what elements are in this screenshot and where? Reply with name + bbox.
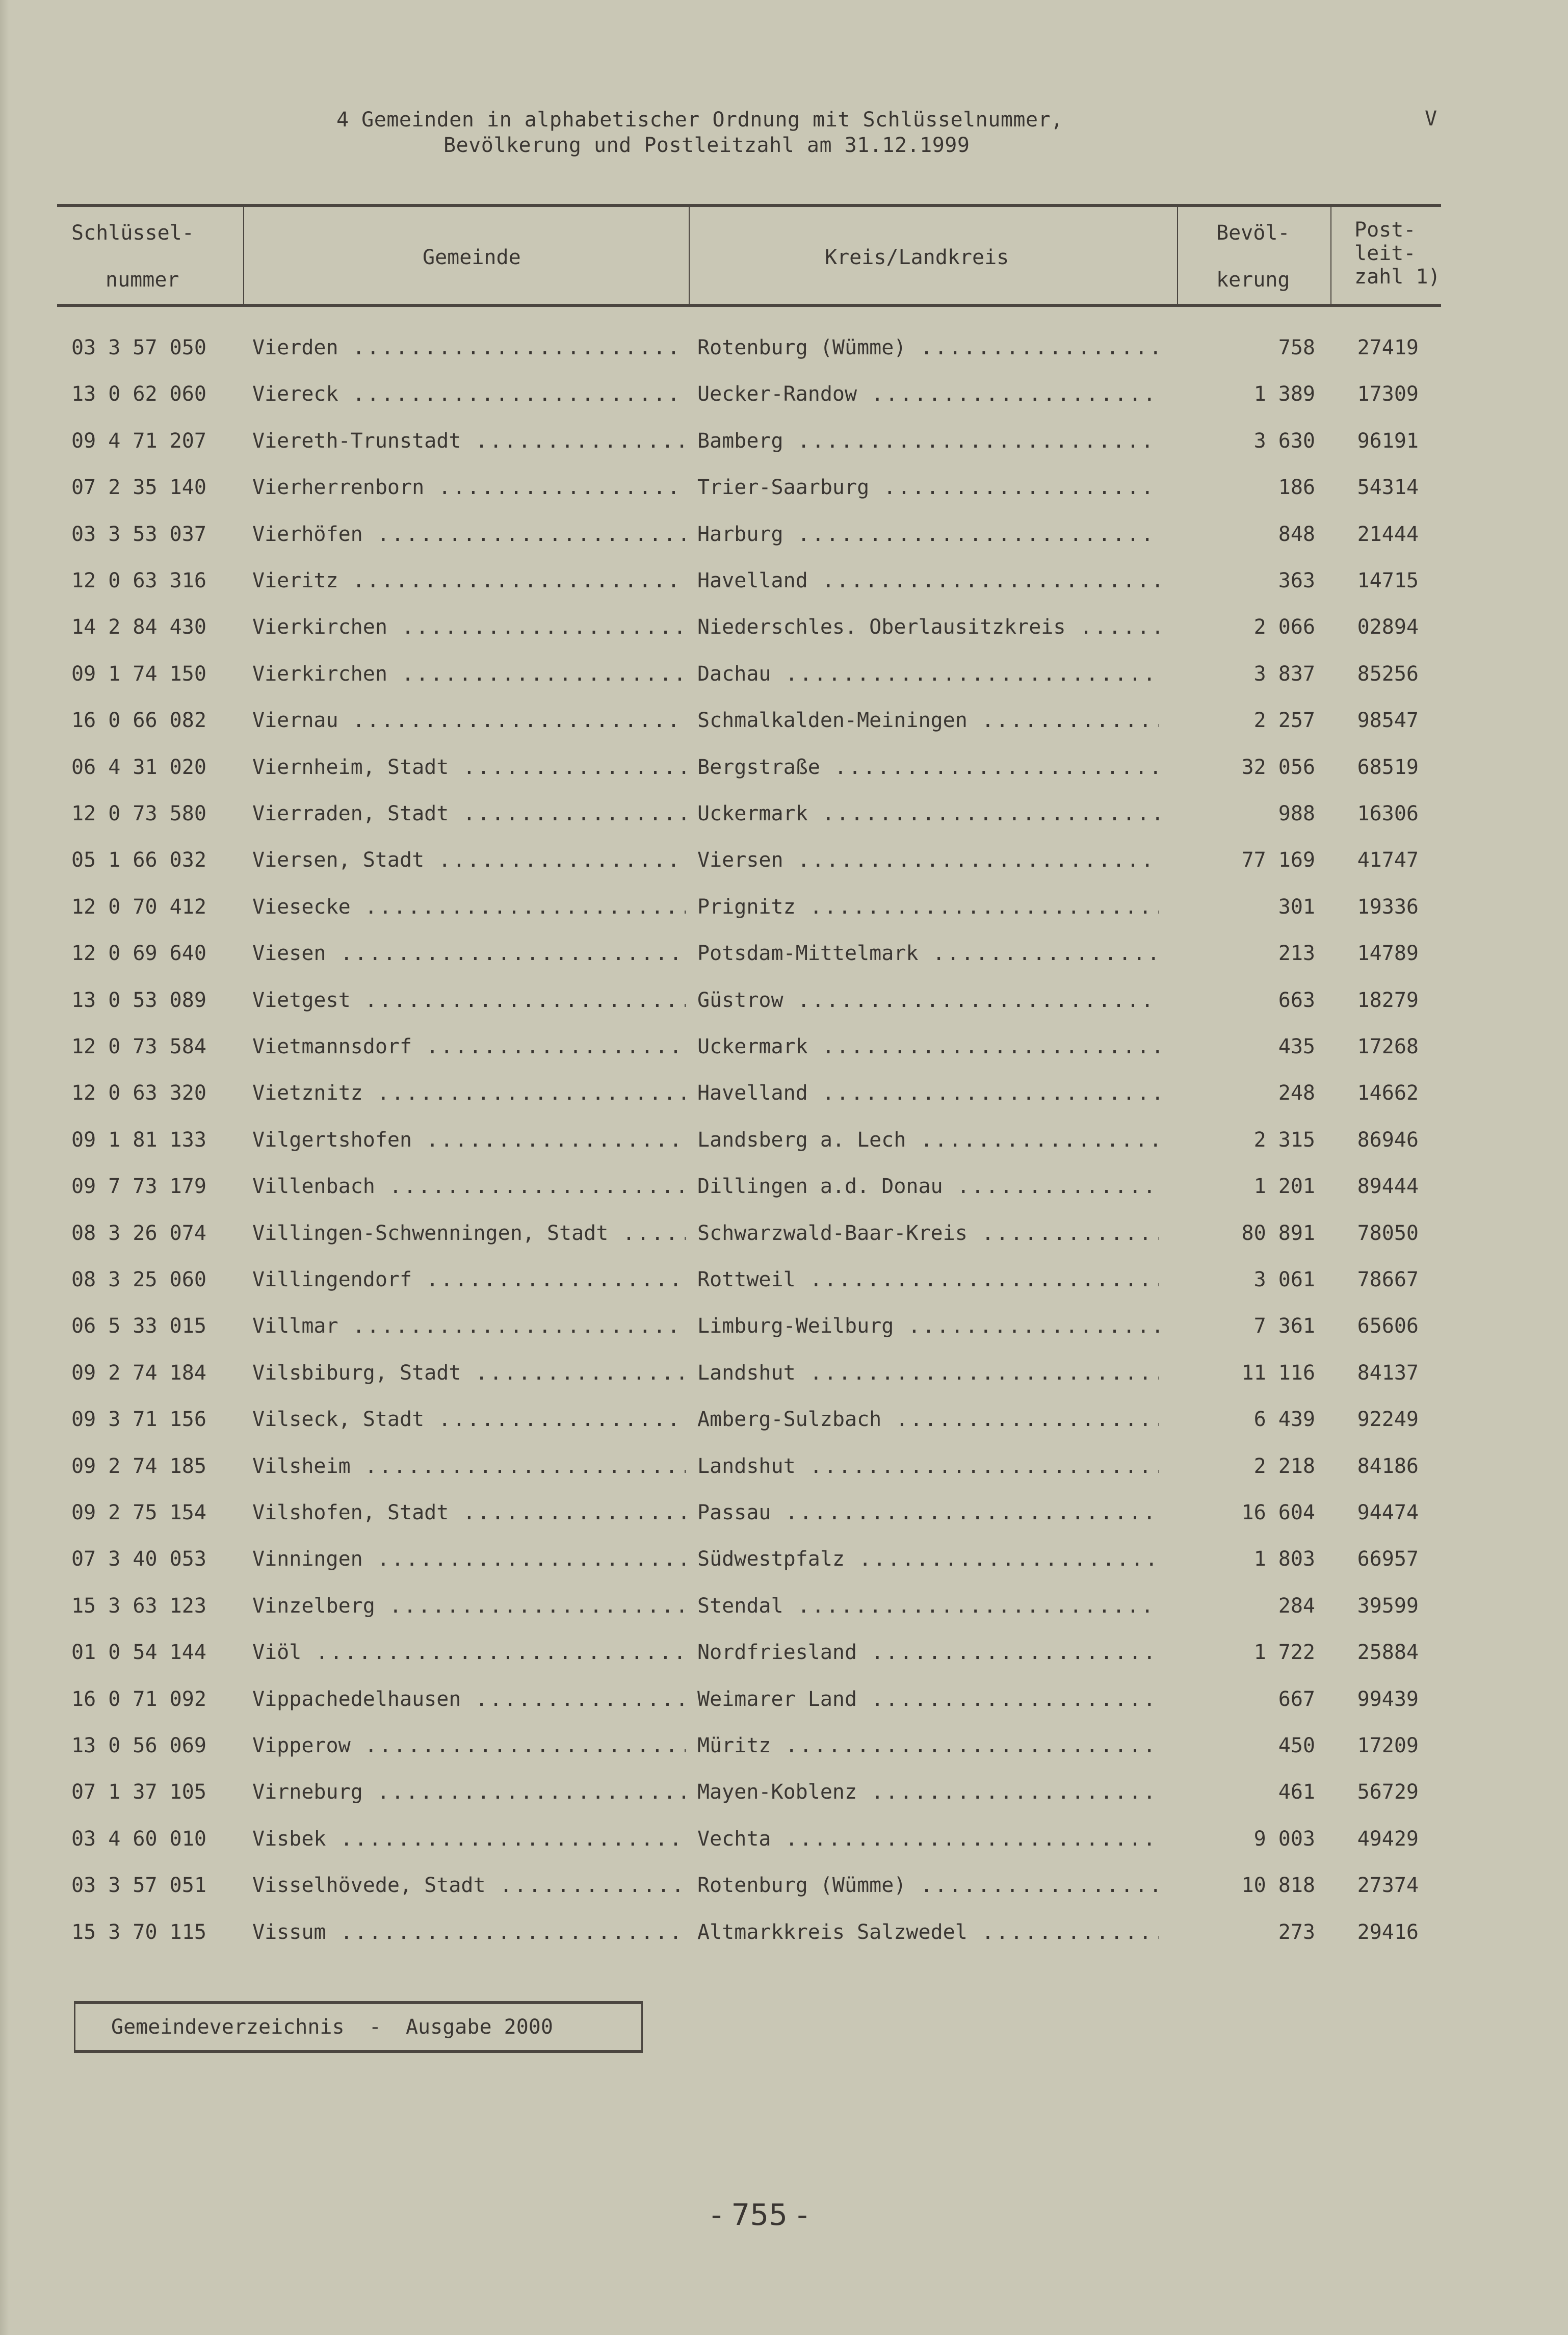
schluesselnummer-cell: 07 1 37 105 [71,1780,206,1804]
kreis-cell: Mayen-Koblenz ..... [697,1777,1159,1807]
schluesselnummer-cell: 13 0 62 060 [71,382,206,406]
schluesselnummer-cell: 12 0 63 316 [71,569,206,592]
schluesselnummer-cell: 14 2 84 430 [71,615,206,639]
table-row [71,379,1448,425]
kreis-cell: Bergstraße ..... [697,752,1159,783]
title-line-1: 4 Gemeinden in alphabetischer Ordnung mit Schlüsselnummer, [336,108,1063,132]
schluesselnummer-cell: 06 4 31 020 [71,755,206,779]
bevoelkerung-cell: 2 257 [1253,709,1315,733]
postleitzahl-cell: 99439 [1357,1687,1419,1711]
table-row [71,798,1448,845]
page-number: - 755 - [711,2197,808,2232]
kreis-cell: Vechta ..... [697,1824,1159,1854]
schluesselnummer-cell: 16 0 71 092 [71,1687,206,1711]
schluesselnummer-cell: 08 3 26 074 [71,1221,206,1245]
schluesselnummer-cell: 12 0 69 640 [71,942,206,966]
table-row [71,1358,1448,1404]
kreis-cell: Potsdam-Mittelmark ..... [697,938,1159,969]
kreis-cell: Uckermark ..... [697,798,1159,829]
bevoelkerung-cell: 1 389 [1253,382,1315,406]
bevoelkerung-cell: 461 [1278,1780,1315,1804]
postleitzahl-cell: 25884 [1357,1641,1419,1665]
kreis-cell: Passau ..... [697,1497,1159,1528]
gemeinde-cell: Visselhövede, Stadt ..... [252,1870,686,1901]
kreis-cell: Uckermark ..... [697,1031,1159,1062]
table-row [71,1684,1448,1730]
kreis-cell: Harburg ..... [697,519,1159,550]
kreis-cell: Stendal ..... [697,1591,1159,1621]
table-row [71,1917,1448,1963]
kreis-cell: Weimarer Land ..... [697,1684,1159,1715]
kreis-cell: Niederschles. Oberlausitzkreis ..... [697,612,1159,642]
gemeinde-cell: Viöl ..... [252,1637,686,1668]
schluesselnummer-cell: 01 0 54 144 [71,1641,206,1665]
gemeinde-cell: Viersen, Stadt ..... [252,845,686,875]
bevoelkerung-cell: 16 604 [1241,1501,1315,1524]
postleitzahl-cell: 84186 [1357,1454,1419,1478]
schluesselnummer-cell: 09 2 74 185 [71,1454,206,1478]
schluesselnummer-cell: 07 3 40 053 [71,1547,206,1571]
table-row [71,845,1448,891]
gemeinde-cell: Vieritz ..... [252,565,686,596]
bevoelkerung-cell: 3 061 [1253,1268,1315,1291]
section-mark: V [1425,107,1438,131]
bevoelkerung-cell: 186 [1278,476,1315,500]
table-row [71,1591,1448,1637]
gemeinde-cell: Vilgertshofen ..... [252,1125,686,1155]
gemeinde-cell: Vierherrenborn ..... [252,472,686,503]
gemeinde-cell: Vinningen ..... [252,1544,686,1574]
column-header-gemeinde: Gemeinde [244,207,690,304]
schluesselnummer-cell: 12 0 73 580 [71,802,206,825]
publication-box [74,2001,643,2053]
bevoelkerung-cell: 32 056 [1241,755,1315,779]
kreis-cell: Landshut ..... [697,1358,1159,1388]
gemeinde-cell: Vierkirchen ..... [252,659,686,689]
kreis-cell: Altmarkkreis Salzwedel ..... [697,1917,1159,1948]
postleitzahl-cell: 49429 [1357,1827,1419,1851]
table-row [71,1637,1448,1683]
gemeinde-cell: Viereth-Trunstadt ..... [252,426,686,456]
schluesselnummer-cell: 09 3 71 156 [71,1408,206,1432]
kreis-cell: Müritz ..... [697,1730,1159,1761]
schluesselnummer-cell: 12 0 73 584 [71,1035,206,1058]
table-row [71,332,1448,379]
bevoelkerung-cell: 2 315 [1253,1128,1315,1152]
table-row [71,1870,1448,1916]
postleitzahl-cell: 56729 [1357,1780,1419,1804]
postleitzahl-cell: 85256 [1357,662,1419,686]
bevoelkerung-cell: 1 722 [1253,1641,1315,1665]
postleitzahl-cell: 78667 [1357,1268,1419,1291]
kreis-cell: Dillingen a.d. Donau ..... [697,1171,1159,1202]
table-row [71,1730,1448,1777]
postleitzahl-cell: 18279 [1357,988,1419,1012]
schluesselnummer-cell: 03 3 57 050 [71,336,206,359]
gemeinde-cell: Vierden ..... [252,332,686,363]
table-row [71,1777,1448,1823]
schluesselnummer-cell: 06 5 33 015 [71,1314,206,1338]
postleitzahl-cell: 27419 [1357,336,1419,359]
kreis-cell: Güstrow ..... [697,985,1159,1016]
table-row [71,1218,1448,1264]
gemeinde-cell: Villingendorf ..... [252,1264,686,1295]
schluesselnummer-cell: 12 0 63 320 [71,1081,206,1105]
postleitzahl-cell: 27374 [1357,1874,1419,1898]
kreis-cell: Schwarzwald-Baar-Kreis ..... [697,1218,1159,1249]
bevoelkerung-cell: 10 818 [1241,1874,1315,1898]
postleitzahl-cell: 19336 [1357,895,1419,919]
gemeinde-cell: Viernau ..... [252,705,686,736]
postleitzahl-cell: 96191 [1357,429,1419,453]
table-row [71,705,1448,751]
gemeinde-cell: Vietmannsdorf ..... [252,1031,686,1062]
kreis-cell: Landshut ..... [697,1451,1159,1482]
postleitzahl-cell: 29416 [1357,1920,1419,1944]
postleitzahl-cell: 66957 [1357,1547,1419,1571]
table-row [71,472,1448,518]
schluesselnummer-cell: 09 1 81 133 [71,1128,206,1152]
table-row [71,985,1448,1031]
bevoelkerung-cell: 80 891 [1241,1221,1315,1245]
postleitzahl-cell: 98547 [1357,709,1419,733]
bevoelkerung-cell: 663 [1278,988,1315,1012]
schluesselnummer-cell: 09 4 71 207 [71,429,206,453]
kreis-cell: Limburg-Weilburg ..... [697,1311,1159,1341]
gemeinde-cell: Vietgest ..... [252,985,686,1016]
gemeinde-cell: Villmar ..... [252,1311,686,1341]
bevoelkerung-cell: 3 837 [1253,662,1315,686]
bevoelkerung-cell: 988 [1278,802,1315,825]
bevoelkerung-cell: 2 066 [1253,615,1315,639]
table-header [57,204,1441,307]
schluesselnummer-cell: 15 3 70 115 [71,1920,206,1944]
gemeinde-cell: Vinzelberg ..... [252,1591,686,1621]
kreis-cell: Rotenburg (Wümme) ..... [697,332,1159,363]
bevoelkerung-cell: 435 [1278,1035,1315,1058]
gemeinde-cell: Vippachedelhausen ..... [252,1684,686,1715]
bevoelkerung-cell: 758 [1278,336,1315,359]
paper-edge [0,0,9,2335]
postleitzahl-cell: 17309 [1357,382,1419,406]
kreis-cell: Trier-Saarburg ..... [697,472,1159,503]
schluesselnummer-cell: 08 3 25 060 [71,1268,206,1291]
bevoelkerung-cell: 6 439 [1253,1408,1315,1432]
bevoelkerung-cell: 1 803 [1253,1547,1315,1571]
kreis-cell: Rotenburg (Wümme) ..... [697,1870,1159,1901]
table-row [71,1125,1448,1171]
gemeinde-cell: Vierraden, Stadt ..... [252,798,686,829]
postleitzahl-cell: 54314 [1357,476,1419,500]
bevoelkerung-cell: 2 218 [1253,1454,1315,1478]
gemeinde-cell: Viereck ..... [252,379,686,409]
bevoelkerung-cell: 273 [1278,1920,1315,1944]
gemeinde-cell: Viernheim, Stadt ..... [252,752,686,783]
postleitzahl-cell: 21444 [1357,522,1419,546]
table-row [71,426,1448,472]
kreis-cell: Rottweil ..... [697,1264,1159,1295]
kreis-cell: Amberg-Sulzbach ..... [697,1404,1159,1435]
schluesselnummer-cell: 03 3 57 051 [71,1874,206,1898]
schluesselnummer-cell: 15 3 63 123 [71,1594,206,1618]
postleitzahl-cell: 84137 [1357,1361,1419,1385]
table-row [71,892,1448,938]
postleitzahl-cell: 89444 [1357,1175,1419,1199]
table-row [71,1311,1448,1357]
bevoelkerung-cell: 77 169 [1241,848,1315,872]
table-row [71,1404,1448,1450]
gemeinde-cell: Vissum ..... [252,1917,686,1948]
bevoelkerung-cell: 11 116 [1241,1361,1315,1385]
kreis-cell: Uecker-Randow ..... [697,379,1159,409]
postleitzahl-cell: 65606 [1357,1314,1419,1338]
schluesselnummer-cell: 16 0 66 082 [71,709,206,733]
publication-label: Gemeindeverzeichnis - Ausgabe 2000 [111,2015,553,2039]
kreis-cell: Havelland ..... [697,1078,1159,1108]
bevoelkerung-cell: 667 [1278,1687,1315,1711]
table-row [71,1497,1448,1544]
table-row [71,565,1448,612]
table-row [71,519,1448,565]
gemeinde-cell: Viesen ..... [252,938,686,969]
kreis-cell: Prignitz ..... [697,892,1159,922]
column-header-kreis: Kreis/Landkreis [690,207,1178,304]
gemeinde-cell: Visbek ..... [252,1824,686,1854]
postleitzahl-cell: 94474 [1357,1501,1419,1524]
table-row [71,938,1448,984]
kreis-cell: Viersen ..... [697,845,1159,875]
gemeinde-cell: Vietznitz ..... [252,1078,686,1108]
schluesselnummer-cell: 03 3 53 037 [71,522,206,546]
postleitzahl-cell: 41747 [1357,848,1419,872]
postleitzahl-cell: 92249 [1357,1408,1419,1432]
postleitzahl-cell: 14789 [1357,942,1419,966]
column-header-schluesselnummer: Schlüssel- nummer [57,207,244,304]
table-row [71,1451,1448,1497]
kreis-cell: Nordfriesland ..... [697,1637,1159,1668]
gemeinde-cell: Virneburg ..... [252,1777,686,1807]
postleitzahl-cell: 14662 [1357,1081,1419,1105]
bevoelkerung-cell: 450 [1278,1734,1315,1757]
schluesselnummer-cell: 05 1 66 032 [71,848,206,872]
postleitzahl-cell: 86946 [1357,1128,1419,1152]
bevoelkerung-cell: 213 [1278,942,1315,966]
table-row [71,659,1448,705]
postleitzahl-cell: 39599 [1357,1594,1419,1618]
table-row [71,1824,1448,1870]
postleitzahl-cell: 78050 [1357,1221,1419,1245]
gemeinde-cell: Vilshofen, Stadt ..... [252,1497,686,1528]
column-header-bevoelkerung: Bevöl- kerung [1178,207,1331,304]
gemeinde-cell: Vilsheim ..... [252,1451,686,1482]
kreis-cell: Bamberg ..... [697,426,1159,456]
bevoelkerung-cell: 9 003 [1253,1827,1315,1851]
gemeinde-cell: Vilseck, Stadt ..... [252,1404,686,1435]
schluesselnummer-cell: 12 0 70 412 [71,895,206,919]
gemeinde-cell: Vierhöfen ..... [252,519,686,550]
bevoelkerung-cell: 7 361 [1253,1314,1315,1338]
column-header-postleitzahl: Post- leit- zahl 1) [1354,218,1441,289]
table-row [71,752,1448,798]
table-row [71,1264,1448,1311]
table-row [71,612,1448,658]
gemeinde-cell: Vierkirchen ..... [252,612,686,642]
schluesselnummer-cell: 03 4 60 010 [71,1827,206,1851]
kreis-cell: Landsberg a. Lech ..... [697,1125,1159,1155]
bevoelkerung-cell: 301 [1278,895,1315,919]
kreis-cell: Havelland ..... [697,565,1159,596]
postleitzahl-cell: 17268 [1357,1035,1419,1058]
schluesselnummer-cell: 13 0 56 069 [71,1734,206,1757]
schluesselnummer-cell: 09 1 74 150 [71,662,206,686]
bevoelkerung-cell: 363 [1278,569,1315,592]
table-row [71,1078,1448,1124]
kreis-cell: Südwestpfalz ..... [697,1544,1159,1574]
bevoelkerung-cell: 1 201 [1253,1175,1315,1199]
gemeinde-cell: Viesecke ..... [252,892,686,922]
gemeinde-cell: Villingen-Schwenningen, Stadt ..... [252,1218,686,1249]
gemeinde-cell: Vilsbiburg, Stadt ..... [252,1358,686,1388]
gemeinde-cell: Vipperow ..... [252,1730,686,1761]
bevoelkerung-cell: 284 [1278,1594,1315,1618]
schluesselnummer-cell: 13 0 53 089 [71,988,206,1012]
gemeinde-cell: Villenbach ..... [252,1171,686,1202]
table-row [71,1544,1448,1590]
postleitzahl-cell: 16306 [1357,802,1419,825]
page-title [336,107,1063,158]
kreis-cell: Dachau ..... [697,659,1159,689]
schluesselnummer-cell: 09 2 74 184 [71,1361,206,1385]
postleitzahl-cell: 14715 [1357,569,1419,592]
postleitzahl-cell: 68519 [1357,755,1419,779]
bevoelkerung-cell: 248 [1278,1081,1315,1105]
postleitzahl-cell: 17209 [1357,1734,1419,1757]
table-row [71,1171,1448,1217]
postleitzahl-cell: 02894 [1357,615,1419,639]
kreis-cell: Schmalkalden-Meiningen ..... [697,705,1159,736]
bevoelkerung-cell: 3 630 [1253,429,1315,453]
table-row [71,1031,1448,1078]
title-line-2: Bevölkerung und Postleitzahl am 31.12.1999 [443,134,970,157]
bevoelkerung-cell: 848 [1278,522,1315,546]
schluesselnummer-cell: 07 2 35 140 [71,476,206,500]
schluesselnummer-cell: 09 2 75 154 [71,1501,206,1524]
schluesselnummer-cell: 09 7 73 179 [71,1175,206,1199]
